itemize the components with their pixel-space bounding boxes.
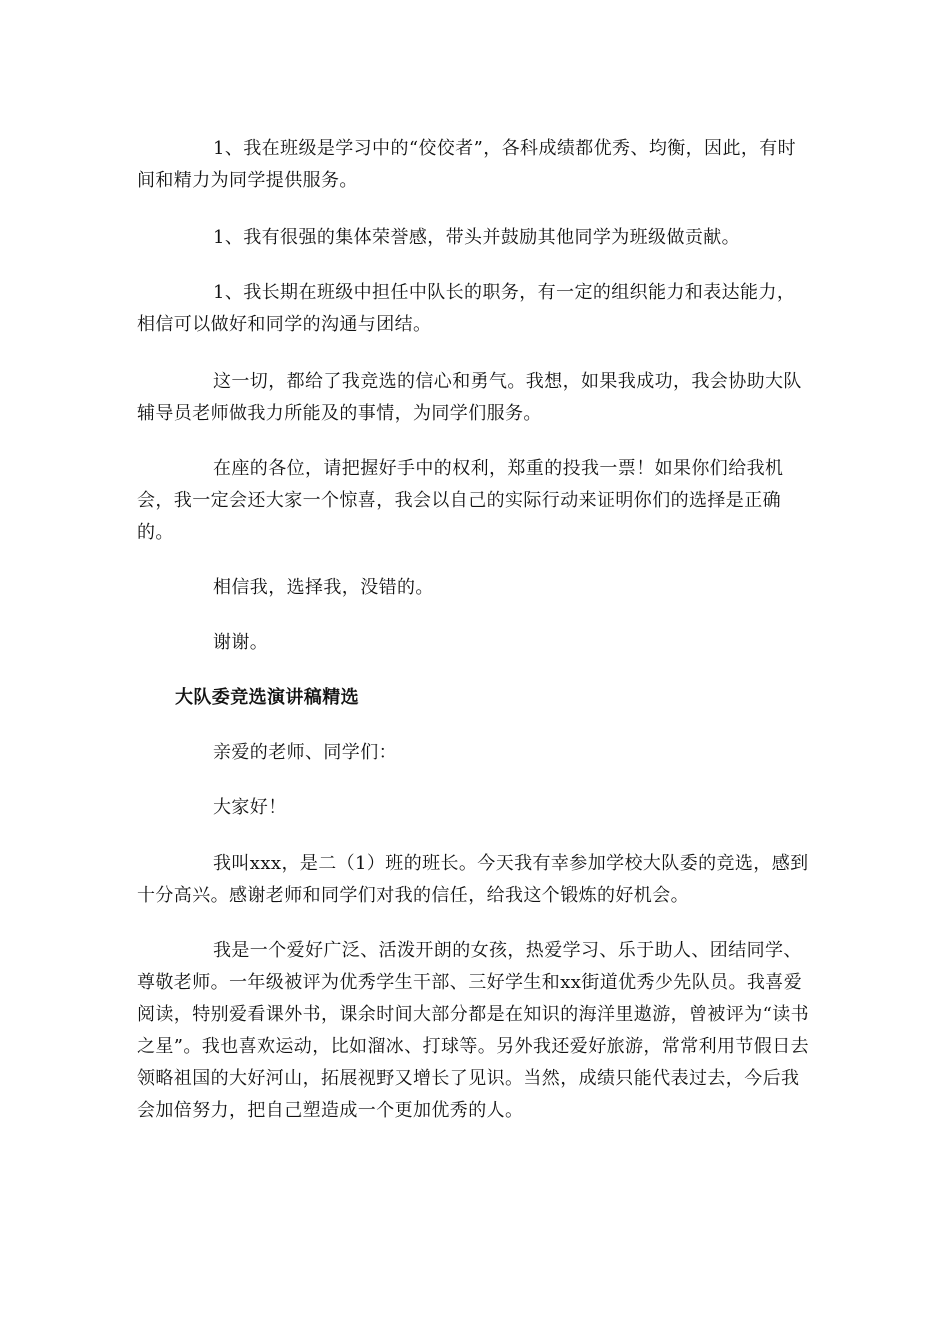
paragraph-8: 我叫xxx，是二（1）班的班长。今天我有幸参加学校大队委的竞选，感到十分高兴。感谢老师和同学们对我的信任，给我这个锻炼的好机会。 <box>137 853 809 906</box>
greeting-hello: 大家好！ <box>213 797 287 818</box>
paragraph-7: 谢谢。 <box>213 632 269 653</box>
paragraph-3: 1、我长期在班级中担任中队长的职务，有一定的组织能力和表达能力，相信可以做好和同学的沟通与团结。 <box>137 282 796 335</box>
paragraph-2: 1、我有很强的集体荣誉感，带头并鼓励其他同学为班级做贡献。 <box>213 227 741 248</box>
paragraph-4: 这一切，都给了我竞选的信心和勇气。我想，如果我成功，我会协助大队辅导员老师做我力所能及的事情，为同学们服务。 <box>137 371 802 424</box>
paragraph-5: 在座的各位，请把握好手中的权利，郑重的投我一票！如果你们给我机会，我一定会还大家一个惊喜，我会以自己的实际行动来证明你们的选择是正确的。 <box>137 458 784 543</box>
paragraph-1: 1、我在班级是学习中的“佼佼者”，各科成绩都优秀、均衡，因此，有时间和精力为同学提供服务。 <box>137 138 797 191</box>
section-title: 大队委竞选演讲稿精选 <box>175 687 359 708</box>
paragraph-6: 相信我，选择我，没错的。 <box>213 577 434 598</box>
paragraph-9: 我是一个爱好广泛、活泼开朗的女孩，热爱学习、乐于助人、团结同学、尊敬老师。一年级被评为优秀学生干部、三好学生和xx街道优秀少先队员。我喜爱阅读，特别爱看课外书，课余时间大部分都是在知识的海洋里遨游，曾被评为“读书之星”。我也喜欢运动，比如溜冰、打球等。另外我还爱好旅游，常常利用节假日去领略祖国的大好河山，拓展视野又增长了见识。当然，成绩只能代表过去，今后我会加倍努力，把自己塑造成一个更加优秀的人。 <box>137 940 809 1121</box>
greeting-line: 亲爱的老师、同学们： <box>213 742 397 763</box>
